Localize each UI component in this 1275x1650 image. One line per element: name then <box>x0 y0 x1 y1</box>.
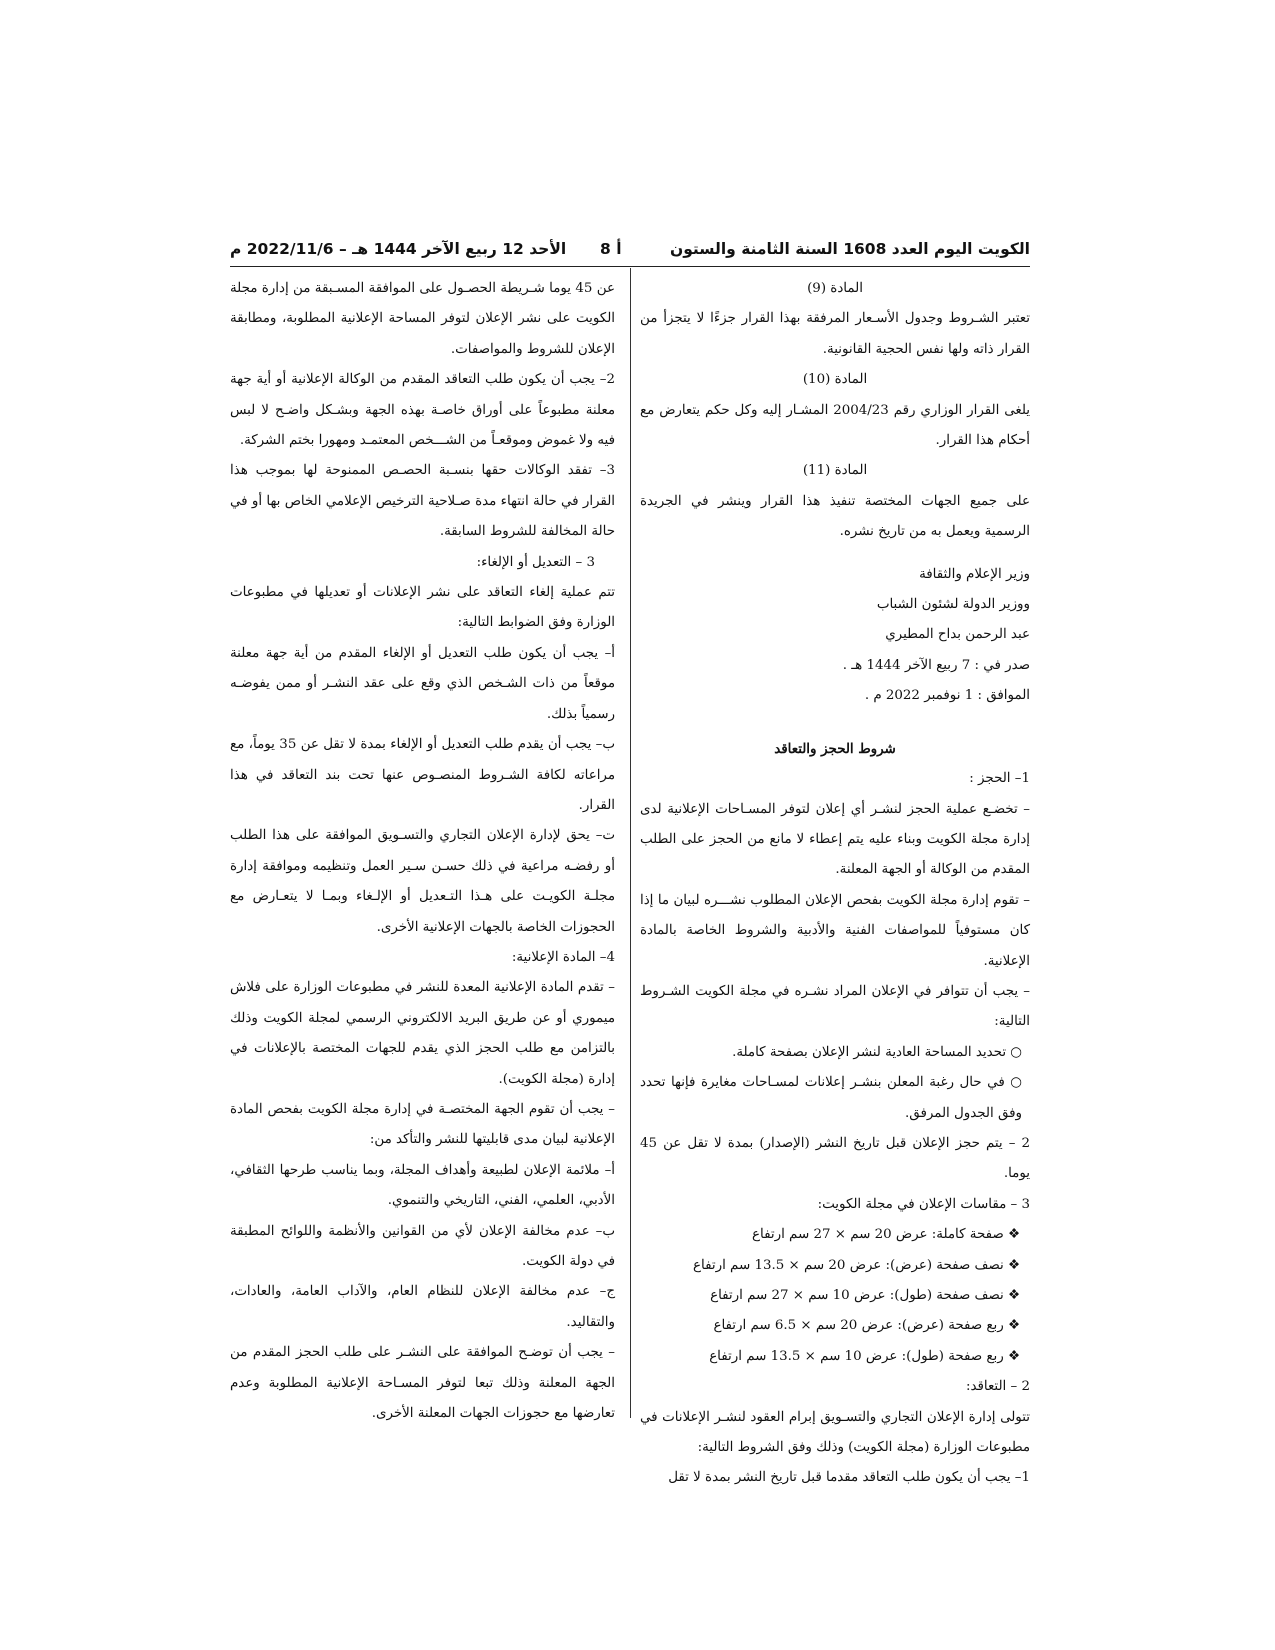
signature-title-1: وزير الإعلام والثقافة <box>919 566 1030 582</box>
booking-condition-1: ○ تحديد المساحة العادية لنشر الإعلان بصفحة كاملة. <box>732 1044 1022 1060</box>
contract-paragraph-continued: عن 45 يوما شـريطة الحصـول على الموافقة المسـبقة من إدارة مجلة الكويت على نشر الإعلان لتوفر المساحة الإعلانية المطلوبة، ومطابقة الإعلان للشروط والمواصفات. <box>230 281 615 357</box>
ad-material-clause-j: ج– عدم مخالفة الإعلان للنظام العام، والآداب العامة، والعادات، والتقاليد. <box>230 1284 615 1330</box>
article-10-title: المادة (10) <box>802 372 868 388</box>
article-9-title: المادة (9) <box>807 281 863 296</box>
header-publication-info: الكويت اليوم العدد 1608 السنة الثامنة والستون <box>669 240 1030 258</box>
size-item-3: ❖ نصف صفحة (طول): عرض 10 سم × 27 سم ارتفاع <box>710 1288 1020 1303</box>
size-item-4: ❖ ربع صفحة (عرض): عرض 20 سم × 6.5 سم ارتفاع <box>713 1318 1020 1334</box>
header-page-number: أ 8 <box>600 240 622 258</box>
spacer <box>640 548 1030 560</box>
size-item-5: ❖ ربع صفحة (طول): عرض 10 سم × 13.5 سم ارتفاع <box>709 1348 1020 1364</box>
left-column <box>230 274 615 1429</box>
amendment-clause-b: ب– يجب أن يقدم طلب التعديل أو الإلغاء بمدة لا تقل عن 35 يوماً، مع مراعاته لكافة الشـروط المنصـوص عنها تحت بند التعاقد في هذا القرار. <box>230 737 615 813</box>
ad-material-heading: 4– المادة الإعلانية: <box>511 949 615 965</box>
spacer <box>640 712 1030 734</box>
page-header <box>230 236 1030 267</box>
ad-material-clause-a: أ– ملائمة الإعلان لطبيعة وأهداف المجلة، وبما يناسب طرحها الثقافي، الأدبي، العلمي، الفني، التاريخي والتنموي. <box>230 1162 615 1209</box>
article-9-text: تعتبر الشـروط وجدول الأسـعار المرفقة بهذا القرار جزءًا لا يتجزأ من القرار ذاته ولها نفس الحجية القانونية. <box>640 311 1030 357</box>
contract-clause-3: 3– تفقد الوكالات حقها بنسـبة الحصـص الممنوحة لها بموجب هذا القرار في حالة انتهاء مدة صـلاحية الترخيص الإعلامي الخاص بها أو في حالة المخالفة للشروط السابقة. <box>230 463 615 540</box>
contract-paragraph-2: 1– يجب أن يكون طلب التعاقد مقدما قبل تاريخ النشر بمدة لا تقل <box>668 1470 1030 1486</box>
contract-paragraph-1: تتولى إدارة الإعلان التجاري والتسـويق إبرام العقود لنشـر الإعلانات في مطبوعات الوزارة (مجلة الكويت) وذلك وفق الشروط التالية: <box>640 1409 1030 1456</box>
header-date: الأحد 12 ربيع الآخر 1444 هـ – 2022/11/6 م <box>230 240 567 258</box>
ad-material-paragraph-2: – يجب أن تقوم الجهة المختصـة في إدارة مجلة الكويت بفحص المادة الإعلانية لبيان مدى قابليتها للنشر والتأكد من: <box>230 1101 615 1148</box>
contract-clause-2: 2– يجب أن يكون طلب التعاقد المقدم من الوكالة الإعلانية أو أية جهة معلنة مطبوعاً على أوراق خاصـة بهذه الجهة وبشـكل واضـح لا لبس فيه ولا غموض وموقعـاً من الشـــخص المعتمـد ومهورا بختم الشركة. <box>230 372 615 449</box>
contract-heading: 2 – التعاقد: <box>965 1379 1030 1395</box>
size-item-2: ❖ نصف صفحة (عرض): عرض 20 سم × 13.5 سم ارتفاع <box>693 1257 1020 1273</box>
booking-paragraph-3: – يجب أن تتوافر في الإعلان المراد نشـره في مجلة الكويت الشـروط التالية: <box>640 983 1030 1030</box>
article-11-text: على جميع الجهات المختصة تنفيذ هذا القرار وينشر في الجريدة الرسمية ويعمل به من تاريخ نشره. <box>640 493 1030 540</box>
amendment-clause-t: ت– يحق لإدارة الإعلان التجاري والتسـويق الموافقة على هذا الطلب أو رفضـه مراعية في ذلك حسـن سـير العمل وتنظيمه وموافقة إدارة مجلـة الكويـت على هـذا التـعديل أو الإلـغاء وبمـا لا يتعـارض مع الحجوزات الخاصة بالجهات الإعلانية الأخرى. <box>230 828 615 935</box>
ad-material-clause-b: ب– عدم مخالفة الإعلان لأي من القوانين والأنظمة واللوائح المطبقة في دولة الكويت. <box>230 1223 615 1269</box>
amendment-heading: 3 – التعديل أو الإلغاء: <box>476 554 595 570</box>
article-10-text: يلغى القرار الوزاري رقم 2004/23 المشـار إليه وكل حكم يتعارض مع أحكام هذا القرار. <box>640 402 1030 449</box>
amendment-intro: تتم عملية إلغاء التعاقد على نشر الإعلانات أو تعديلها في مطبوعات الوزارة وفق الضوابط التالية: <box>230 585 615 631</box>
booking-paragraph-2: – تقوم إدارة مجلة الكويت بفحص الإعلان المطلوب نشـــره لبيان ما إذا كان مستوفياً للمواصفات الفنية والأدبية والشروط الخاصة بالمادة الإعلانية. <box>640 892 1030 969</box>
column-divider <box>630 268 631 1418</box>
sizes-heading: 3 – مقاسات الإعلان في مجلة الكويت: <box>817 1196 1030 1212</box>
booking-heading: 1– الحجز : <box>969 771 1030 787</box>
conditions-title: شروط الحجز والتعاقد <box>774 740 896 757</box>
right-column <box>640 274 1030 1494</box>
issue-date: صدر في : 7 ربيع الآخر 1444 هـ . <box>842 657 1030 673</box>
article-11-title: المادة (11) <box>802 463 868 479</box>
signature-name: عبد الرحمن بداح المطيري <box>885 627 1030 643</box>
corresponding-date: الموافق : 1 نوفمبر 2022 م . <box>864 688 1030 704</box>
ad-material-paragraph-1: – تقدم المادة الإعلانية المعدة للنشر في مطبوعات الوزارة على فلاش ميموري أو عن طريق البريد الالكتروني الرسمي لمجلة الكويت وذلك بالتزامن مع طلب الحجز الذي يقدم للجهات المختصة بالإعلانات في إدارة (مجلة الكويت). <box>230 980 615 1087</box>
amendment-clause-a: أ– يجب أن يكون طلب التعديل أو الإلغاء المقدم من أية جهة معلنة موقعاً من ذات الشـخص الذي وقع على عقد النشـر أو ممن يفوضـه رسمياً بذلك. <box>230 645 615 722</box>
size-item-1: ❖ صفحة كاملة: عرض 20 سم × 27 سم ارتفاع <box>752 1227 1020 1243</box>
booking-paragraph-4: 2 – يتم حجز الإعلان قبل تاريخ النشر (الإصدار) بمدة لا تقل عن 45 يوما. <box>640 1135 1030 1182</box>
booking-condition-2: ○ في حال رغبة المعلن بنشـر إعلانات لمسـاحات مغايرة فإنها تحدد وفق الجدول المرفق. <box>640 1075 1022 1121</box>
booking-paragraph-1: – تخضـع عملية الحجز لنشـر أي إعلان لتوفر المسـاحات الإعلانية لدى إدارة مجلة الكويت وبناء عليه يتم إعطاء لا مانع من الحجز على الطلب المقدم من الوكالة أو الجهة المعلنة. <box>640 801 1030 878</box>
ad-material-paragraph-final: – يجب أن توضـح الموافقة على النشـر على طلب الحجز المقدم من الجهة المعلنة وذلك تبعا لتوفر المسـاحة الإعلانية المطلوبة وعدم تعارضها مع حجوزات الجهات المعلنة الأخرى. <box>230 1345 615 1422</box>
signature-title-2: ووزير الدولة لشئون الشباب <box>876 597 1030 613</box>
